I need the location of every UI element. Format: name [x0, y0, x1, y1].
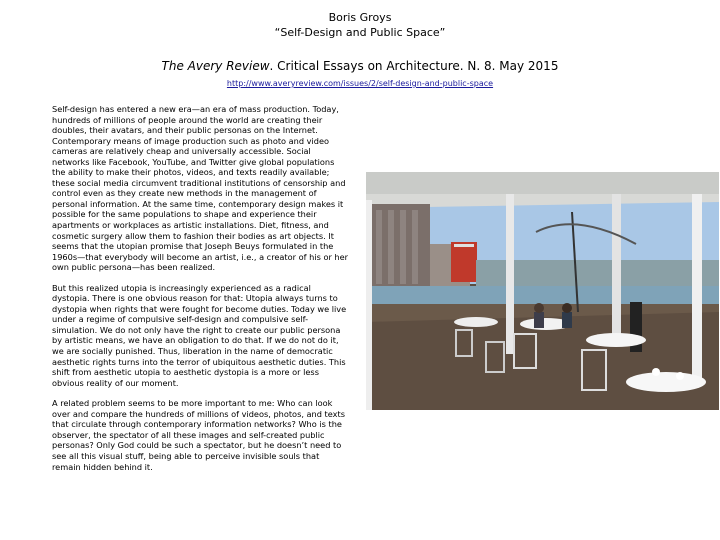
- essay-body: [52, 104, 348, 482]
- source-citation: [0, 58, 720, 74]
- red-crane: [451, 242, 477, 282]
- table-3: [626, 372, 706, 392]
- diner-1: [534, 312, 544, 328]
- terrace-photo: [366, 172, 719, 410]
- column-right: [612, 194, 621, 344]
- document-header: [0, 10, 720, 40]
- journal-name: The Avery Review: [161, 59, 270, 73]
- ceiling: [366, 172, 719, 194]
- river-water: [366, 286, 719, 306]
- paragraph-3: A related problem seems to be more important to me: Who can look over and compare the hundreds of millions of videos, photos, and texts that circulate through contemporary information networks? Who is the observer, the spectator of all these images and self-created public personas? Only God could be such a spectator, but he doesn’t need to see all this visual stuff, being able to perceive invisible souls that remain hidden behind it.: [52, 398, 345, 472]
- table-2: [586, 333, 646, 347]
- column-left: [506, 194, 514, 354]
- journal-issue: . Critical Essays on Architecture. N. 8. May 2015: [269, 59, 559, 73]
- paragraph-2: But this realized utopia is increasingly experienced as a radical dystopia. There is one obvious reason for that: Utopia always turns to dystopia when rights that were fought for become duties. Today we live under a regime of compulsive self-design and compulsive self-simulation. We do not only have the right to create our public persona by artistic means, we have an obligation to do that. If we do not do it, we are socially punished. Thus, liberation in the name of democratic aesthetic rights turns into the terror of ubiquitous aesthetic duties. This shift from aesthetic utopia to aesthetic dystopia is a more or less obvious reality of our moment.: [52, 282, 347, 388]
- essay-title: “Self-Design and Public Space”: [274, 26, 446, 39]
- terrace-photo-illustration: [366, 172, 719, 410]
- paragraph-1: Self-design has entered a new era—an era of mass production. Today, hundreds of millions of people around the world are creating their doubles, their avatars, and their public personas on the Internet. Contemporary means of image production such as photo and video cameras are relatively cheap and universally accessible. Social networks like Facebook, YouTube, and Twitter give global populations the ability to make their photos, videos, and texts readily available; these social media circumvent traditional institutions of censorship and control even as they create new methods in the management of personal information. At the same time, contemporary design makes it possible for the same populations to shape and experience their apartments or workplaces as artistic installations. Diet, fitness, and cosmetic surgery allow them to fashion their bodies as art objects. It seems that the utopian promise that Joseph Beuys formulated in the 1960s—that everybody will become an artist, i.e., a creator of his or her own public persona—has been realized.: [52, 104, 349, 273]
- author-name: Boris Groys: [328, 11, 392, 24]
- source-url-link[interactable]: http://www.averyreview.com/issues/2/self-design-and-public-space: [226, 79, 494, 88]
- diner-2: [562, 312, 572, 328]
